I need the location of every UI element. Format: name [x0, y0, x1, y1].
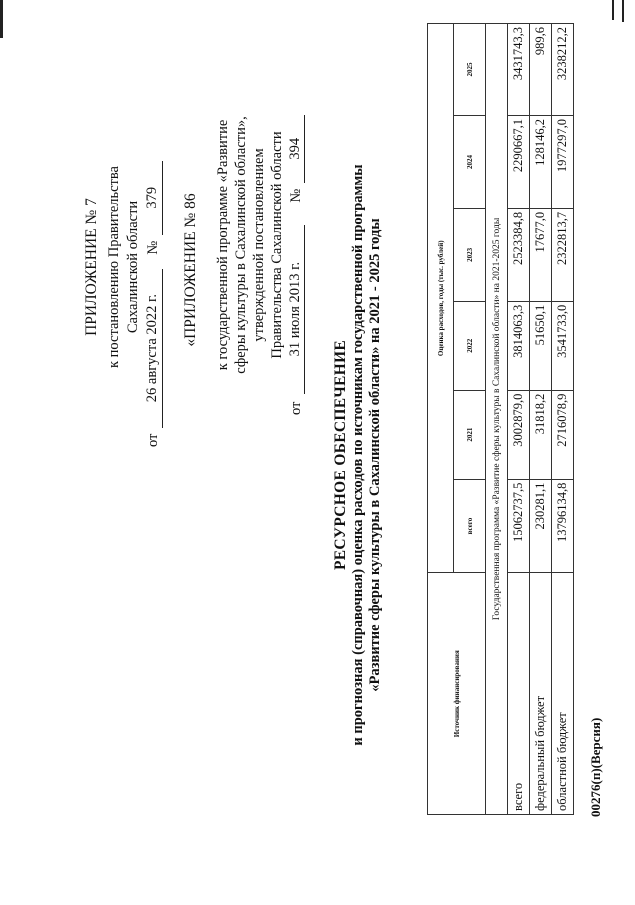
- value-cell: 17677,0: [530, 208, 552, 301]
- value-cell: 3238212,2: [552, 24, 574, 116]
- value-cell: 230281,1: [530, 479, 552, 573]
- from-label: от: [288, 401, 304, 415]
- appendix-date: 26 августа 2022 г.: [143, 269, 163, 428]
- number-label: №: [288, 188, 304, 203]
- previous-appendix-block: [214, 75, 305, 415]
- value-cell: 1977297,0: [552, 115, 574, 208]
- appendix-line: Правительства Сахалинской области: [269, 131, 285, 359]
- table-header-row: [428, 24, 454, 815]
- value-cell: 2523384,8: [508, 208, 530, 301]
- source-cell: областной бюджет: [552, 573, 574, 815]
- value-cell: 2290667,1: [508, 115, 530, 208]
- previous-appendix-title: «ПРИЛОЖЕНИЕ № 86: [182, 193, 199, 347]
- document-subtitle: и прогнозная (справочная) оценка расходов по источникам государственной программы: [350, 164, 366, 746]
- value-cell: 3814063,3: [508, 301, 530, 390]
- column-header: всего: [454, 479, 486, 573]
- column-header: 2025: [454, 24, 486, 116]
- appendix-line: утвержденной постановлением: [251, 148, 267, 342]
- appendix-block: [82, 87, 163, 447]
- estimate-header: Оценка расходов, годы (тыс. рублей): [428, 24, 454, 573]
- value-cell: 3002879,0: [508, 390, 530, 479]
- appendix-line: к государственной программе «Развитие: [215, 119, 231, 371]
- appendix-title: ПРИЛОЖЕНИЕ № 7: [83, 198, 100, 336]
- document-title: РЕСУРСНОЕ ОБЕСПЕЧЕНИЕ: [332, 339, 349, 571]
- appendix-line: Сахалинской области: [125, 200, 141, 334]
- source-header: Источник финансирования: [428, 573, 486, 815]
- appendix-line: сферы культуры в Сахалинской области»,: [233, 116, 249, 374]
- value-cell: 3431743,3: [508, 24, 530, 116]
- source-cell: федеральный бюджет: [530, 573, 552, 815]
- value-cell: 15062737,5: [508, 479, 530, 573]
- appendix-date-line: [143, 87, 163, 447]
- previous-appendix-number: 394: [286, 115, 305, 183]
- financing-table: [427, 23, 574, 815]
- value-cell: 13796134,8: [552, 479, 574, 573]
- column-header: 2022: [454, 301, 486, 390]
- value-cell: 2716078,9: [552, 390, 574, 479]
- value-cell: 989,6: [530, 24, 552, 116]
- program-row: [486, 24, 508, 815]
- table-row: [552, 24, 574, 815]
- from-label: от: [145, 433, 161, 447]
- column-header: 2024: [454, 115, 486, 208]
- value-cell: 51650,1: [530, 301, 552, 390]
- table-row: [530, 24, 552, 815]
- source-cell: всего: [508, 573, 530, 815]
- value-cell: 2322813,7: [552, 208, 574, 301]
- value-cell: 3541733,0: [552, 301, 574, 390]
- value-cell: 128146,2: [530, 115, 552, 208]
- document-version-footer: 00276(п)(Версия): [588, 717, 603, 817]
- table-row: [508, 24, 530, 815]
- appendix-line: к постановлению Правительства: [106, 166, 122, 368]
- appendix-number: 379: [143, 161, 163, 235]
- column-header: 2021: [454, 390, 486, 479]
- program-name: Государственная программа «Развитие сферы культуры в Сахалинской области» на 2021-2025 годы: [486, 24, 508, 815]
- document-subtitle: «Развитие сферы культуры в Сахалинской области» на 2021 - 2025 годы: [367, 218, 383, 692]
- value-cell: 31818,2: [530, 390, 552, 479]
- previous-appendix-date: 31 июля 2013 г.: [286, 225, 305, 394]
- previous-appendix-date-line: [286, 75, 305, 415]
- column-header: 2023: [454, 208, 486, 301]
- document-heading: [332, 105, 384, 805]
- number-label: №: [145, 240, 161, 255]
